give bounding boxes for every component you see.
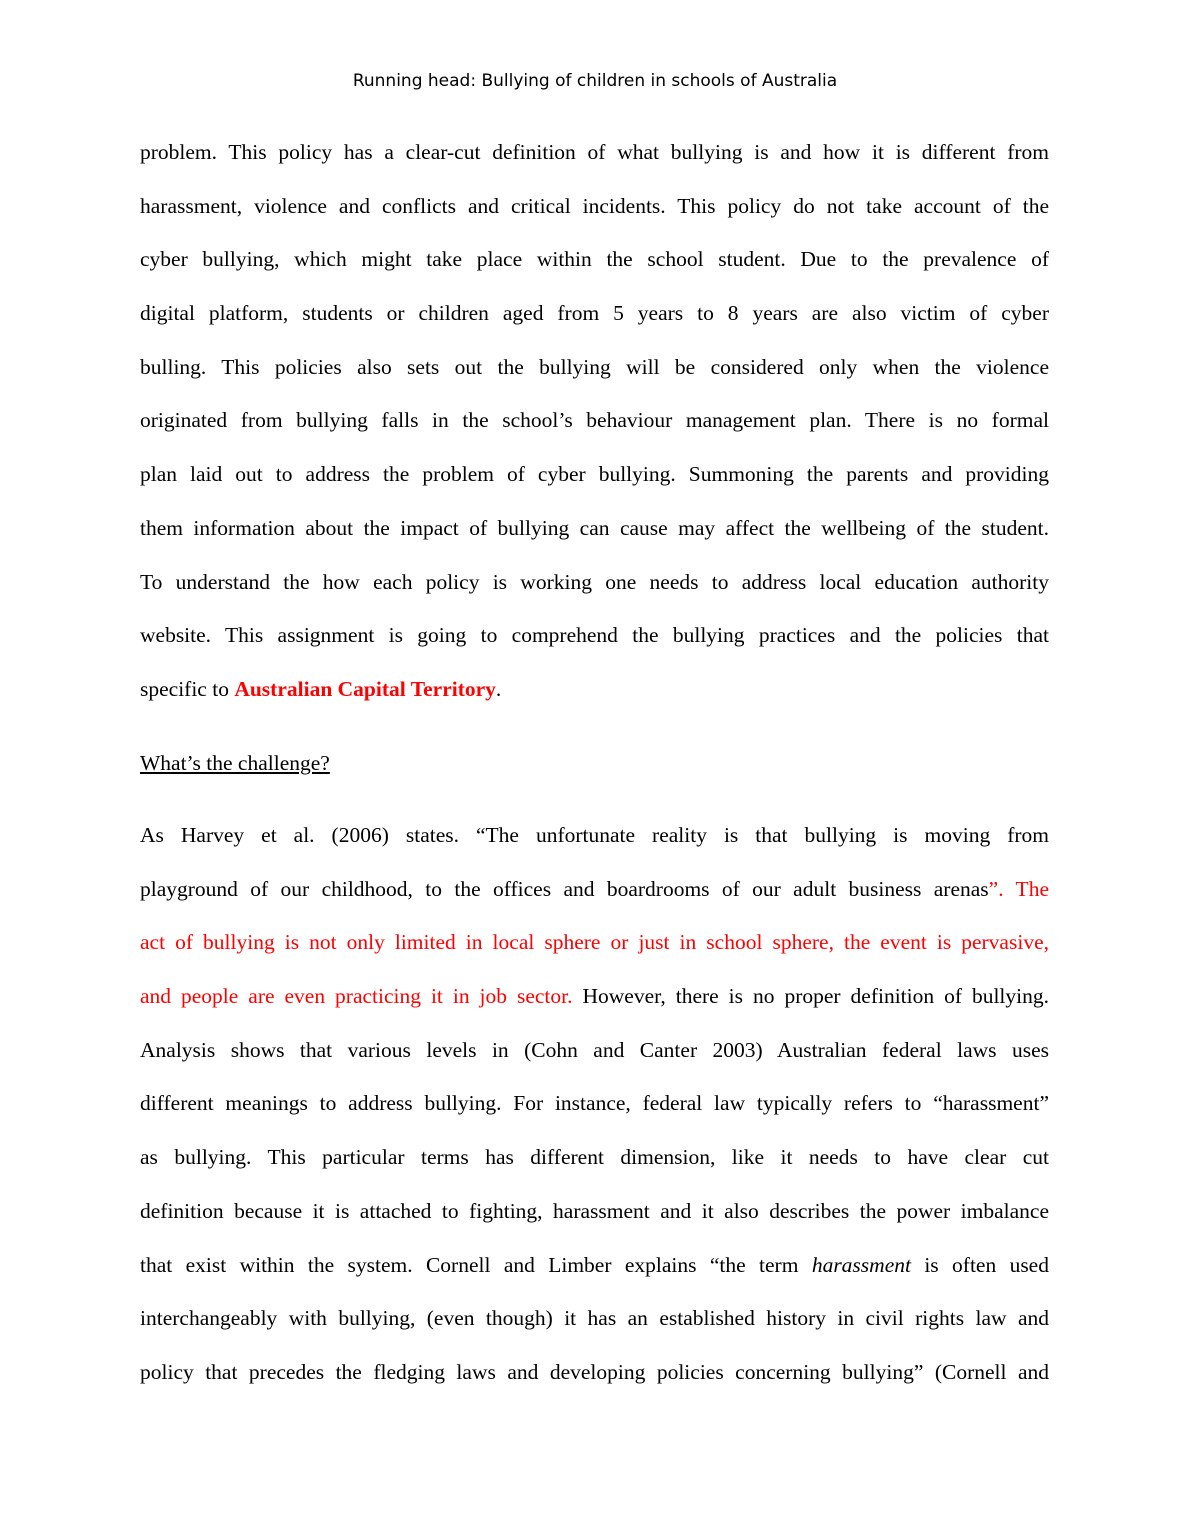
- text-line: [140, 663, 1049, 717]
- text-segment: that exist within the system. Cornell and Limber explains “the term: [140, 1252, 812, 1277]
- text-line: [140, 1131, 1049, 1185]
- text-segment: bulling. This policies also sets out the bullying will be considered only when the violence: [140, 354, 1049, 379]
- text-line: [140, 1185, 1049, 1239]
- text-line: [140, 1346, 1049, 1400]
- text-line: [140, 233, 1049, 287]
- emphasized-text: act of bullying is not only limited in local sphere or just in school sphere, the event is pervasive,: [140, 930, 1049, 955]
- text-line: [140, 180, 1049, 234]
- text-line: [140, 394, 1049, 448]
- emphasized-text: ”. The: [988, 876, 1049, 901]
- text-segment: them information about the impact of bullying can cause may affect the wellbeing of the student.: [140, 515, 1049, 540]
- text-line: [140, 448, 1049, 502]
- text-segment: playground of our childhood, to the offices and boardrooms of our adult business arenas: [140, 876, 989, 901]
- text-segment: problem. This policy has a clear-cut definition of what bullying is and how it is different from: [140, 140, 1049, 164]
- emphasized-text: and people are even practicing it in job sector.: [140, 984, 573, 1009]
- text-segment: plan laid out to address the problem of cyber bullying. Summoning the parents and providing: [140, 462, 1049, 487]
- text-segment: website. This assignment is going to comprehend the bullying practices and the policies that: [140, 623, 1049, 648]
- text-line: [140, 556, 1049, 610]
- text-segment: is often used: [910, 1252, 1049, 1277]
- text-line: [140, 287, 1049, 341]
- text-line: [140, 1077, 1049, 1131]
- paragraph-policy: [140, 126, 1049, 717]
- text-line: [140, 1292, 1049, 1346]
- running-head: Running head: Bullying of children in schools of Australia: [352, 71, 838, 91]
- text-segment: However, there is no proper definition of bullying.: [572, 984, 1049, 1009]
- text-segment: cyber bullying, which might take place within the school student. Due to the prevalence of: [140, 247, 1049, 272]
- text-segment: policy that precedes the fledging laws and developing policies concerning bullying” (Cornell and: [140, 1359, 1049, 1384]
- text-line: [140, 916, 1049, 970]
- text-line: [140, 1024, 1049, 1078]
- text-line: [140, 502, 1049, 556]
- section-heading: What’s the challenge?: [140, 751, 330, 775]
- text-segment: originated from bullying falls in the school’s behaviour management plan. There is no formal: [140, 408, 1049, 433]
- text-segment: as bullying. This particular terms has different dimension, like it needs to have clear cut: [140, 1145, 1049, 1170]
- paragraph-challenge: [140, 809, 1049, 1400]
- text-segment: To understand the how each policy is working one needs to address local education authority: [140, 569, 1049, 594]
- text-segment: harassment, violence and conflicts and critical incidents. This policy do not take account of the: [140, 193, 1049, 218]
- text-line: [140, 863, 1049, 917]
- text-segment: interchangeably with bullying, (even though) it has an established history in civil rights law and: [140, 1306, 1049, 1331]
- text-line: [140, 126, 1049, 180]
- text-segment: .: [495, 676, 502, 701]
- text-line: [140, 341, 1049, 395]
- text-segment: digital platform, students or children aged from 5 years to 8 years are also victim of cyber: [140, 301, 1049, 326]
- text-segment: As Harvey et al. (2006) states. “The unfortunate reality is that bullying is moving from: [140, 823, 1049, 847]
- text-segment: specific to: [140, 676, 235, 701]
- text-line: [140, 970, 1049, 1024]
- text-segment: different meanings to address bullying. For instance, federal law typically refers to “harassment”: [140, 1091, 1049, 1116]
- text-line: [140, 809, 1049, 863]
- text-line: [140, 609, 1049, 663]
- text-segment: definition because it is attached to fighting, harassment and it also describes the power imbalance: [140, 1198, 1049, 1223]
- text-line: [140, 1239, 1049, 1293]
- emphasized-text: Australian Capital Territory: [234, 676, 496, 701]
- emphasized-text: harassment: [811, 1252, 911, 1277]
- text-segment: Analysis shows that various levels in (Cohn and Canter 2003) Australian federal laws uses: [140, 1037, 1049, 1062]
